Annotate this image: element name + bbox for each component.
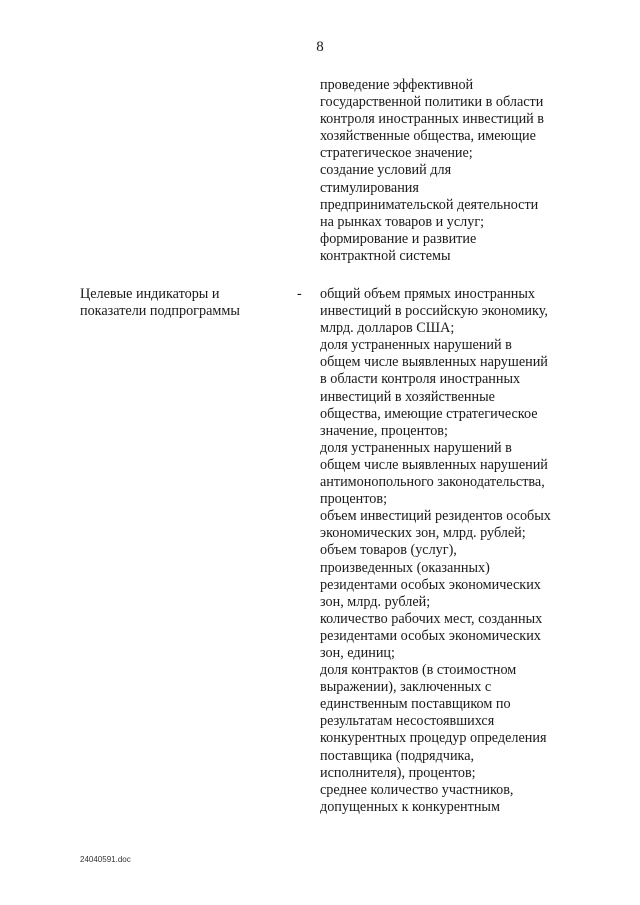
indicator-line: млрд. долларов США; (320, 320, 455, 337)
indicators-label-line: показатели подпрограммы (80, 303, 240, 320)
goals-line: предпринимательской деятельности (320, 196, 539, 213)
goals-line: стимулирования (320, 179, 419, 196)
document-code: 24040591.doc (80, 855, 131, 864)
indicator-line: значение, процентов; (320, 422, 448, 439)
indicator-line: объем товаров (услуг), (320, 542, 457, 559)
indicator-line: инвестиций в российскую экономику, (320, 303, 548, 320)
indicator-line: количество рабочих мест, созданных (320, 610, 543, 627)
indicator-line: допущенных к конкурентным (320, 798, 500, 815)
indicator-line: в области контроля иностранных (320, 371, 521, 388)
indicator-line: экономических зон, млрд. рублей; (320, 525, 526, 542)
indicator-line: резидентами особых экономических (320, 576, 541, 593)
row-dash: - (297, 286, 302, 302)
indicator-line: среднее количество участников, (320, 781, 514, 798)
indicator-line: доля устраненных нарушений в (320, 439, 512, 456)
indicator-line: единственным поставщиком по (320, 696, 511, 713)
indicator-line: конкурентных процедур определения (320, 730, 547, 747)
indicator-line: зон, млрд. рублей; (320, 593, 431, 610)
goals-line: контроля иностранных инвестиций в (320, 111, 545, 128)
goals-line: создание условий для (320, 162, 452, 179)
goals-line: хозяйственные общества, имеющие (320, 128, 536, 145)
indicators-list (320, 286, 620, 816)
goals-line: контрактной системы (320, 247, 451, 264)
goals-line: проведение эффективной (320, 77, 474, 93)
goals-block (320, 77, 610, 265)
indicator-line: процентов; (320, 491, 388, 508)
indicator-line: результатам несостоявшихся (320, 713, 495, 730)
goals-line: формирование и развитие (320, 230, 477, 247)
indicator-line: произведенных (оказанных) (320, 559, 490, 576)
indicator-line: инвестиций в хозяйственные (320, 388, 495, 405)
goals-line: стратегическое значение; (320, 145, 473, 162)
indicator-line: объем инвестиций резидентов особых (320, 508, 551, 525)
indicator-line: выражении), заключенных с (320, 679, 492, 696)
goals-line: на рынках товаров и услуг; (320, 213, 485, 230)
indicator-line: исполнителя), процентов; (320, 764, 476, 781)
indicator-line: общества, имеющие стратегическое (320, 405, 538, 422)
indicator-line: общий объем прямых иностранных (320, 286, 535, 302)
indicator-line: резидентами особых экономических (320, 627, 541, 644)
indicator-line: общем числе выявленных нарушений (320, 456, 548, 473)
indicator-line: общем числе выявленных нарушений (320, 354, 548, 371)
indicator-line: антимонопольного законодательства, (320, 474, 545, 491)
indicators-label (80, 286, 280, 320)
indicator-line: доля устраненных нарушений в (320, 337, 512, 354)
page-number: 8 (316, 39, 324, 55)
goals-line: государственной политики в области (320, 94, 544, 111)
indicator-line: зон, единиц; (320, 644, 395, 661)
indicator-line: доля контрактов (в стоимостном (320, 662, 517, 679)
indicators-label-line: Целевые индикаторы и (80, 286, 220, 302)
indicator-line: поставщика (подрядчика, (320, 747, 475, 764)
